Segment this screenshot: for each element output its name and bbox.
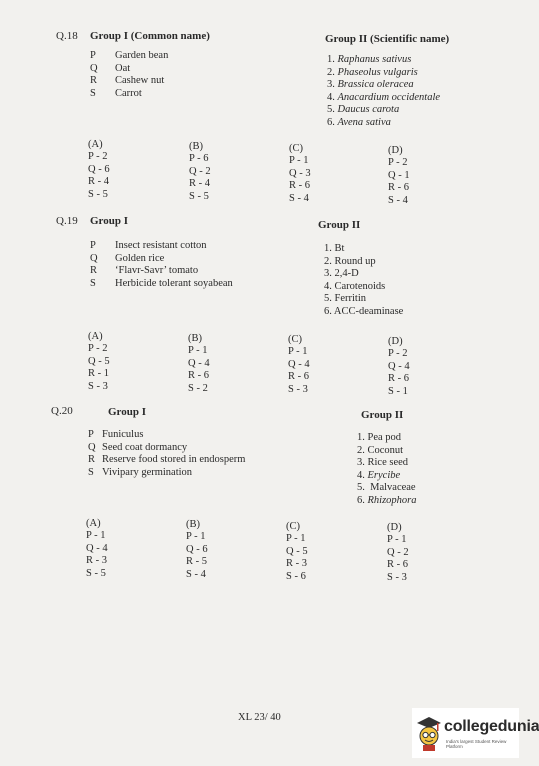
q18-option-c[interactable]: (C) P - 1 Q - 3 R - 6 S - 4 — [289, 143, 311, 204]
list-item: 6. Avena sativa — [327, 116, 391, 128]
q19-group2-heading: Group II — [318, 219, 361, 231]
list-item: 1. Bt — [324, 243, 345, 254]
q20-group1-list — [88, 429, 245, 479]
list-item: 3. 2,4-D — [324, 268, 359, 280]
list-item: 2. Coconut — [357, 444, 404, 456]
q19-number: Q.19 — [56, 215, 78, 227]
list-item: 5. Ferritin — [324, 293, 366, 305]
list-item: R ‘Flavr-Savr’ tomato — [90, 265, 199, 277]
q19-group1-heading: Group I — [90, 215, 129, 227]
q20-option-a[interactable]: (A) P - 1 Q - 4 R - 3 S - 5 — [86, 518, 108, 579]
q19-option-b[interactable]: (B) P - 1 Q - 4 R - 6 S - 2 — [188, 333, 210, 394]
q18-number: Q.18 — [56, 30, 78, 42]
q20-group2-list — [357, 432, 417, 508]
list-item: S Herbicide tolerant soyabean — [90, 277, 233, 289]
watermark-tagline: India's largest Student Review Platform — [446, 739, 507, 749]
q19-group2-list — [324, 243, 403, 319]
list-item: S Vivipary germination — [88, 466, 193, 478]
list-item: 5. Daucus carota — [327, 104, 400, 116]
list-item: 4. Erycibe — [357, 469, 401, 481]
list-item: Q Oat — [90, 62, 131, 74]
q19-group1-list — [90, 240, 233, 290]
q18-group1-list — [90, 50, 168, 100]
list-item: 3. Brassica oleracea — [327, 79, 414, 91]
watermark-logo — [412, 708, 539, 758]
list-item: P Garden bean — [90, 50, 169, 61]
q20-option-d[interactable]: (D) P - 1 Q - 2 R - 6 S - 3 — [387, 522, 409, 583]
list-item: 4. Anacardium occidentale — [327, 91, 441, 103]
watermark-name: collegedunia — [444, 718, 539, 735]
q20-group2-heading: Group II — [361, 409, 404, 421]
list-item: 1. Pea pod — [357, 432, 402, 443]
list-item: R Reserve food stored in endosperm — [88, 454, 246, 466]
q20-option-b[interactable]: (B) P - 1 Q - 6 R - 5 S - 4 — [186, 519, 208, 580]
q18-group2-list — [327, 54, 440, 130]
graduate-mascot-icon — [415, 714, 443, 752]
list-item: 2. Phaseolus vulgaris — [327, 66, 418, 78]
q18-option-b[interactable]: (B) P - 6 Q - 2 R - 4 S - 5 — [189, 141, 211, 202]
list-item: 1. Raphanus sativus — [327, 54, 412, 65]
list-item: S Carrot — [90, 87, 142, 99]
q18-group1-heading: Group I (Common name) — [90, 30, 210, 42]
list-item: 2. Round up — [324, 255, 376, 267]
q19-option-d[interactable]: (D) P - 2 Q - 4 R - 6 S - 1 — [388, 336, 410, 397]
list-item: 5. Malvaceae — [357, 482, 416, 494]
page-number: XL 23/ 40 — [238, 712, 281, 723]
q19-option-a[interactable]: (A) P - 2 Q - 5 R - 1 S - 3 — [88, 331, 110, 392]
q20-group1-heading: Group I — [108, 406, 147, 418]
list-item: 6. ACC-deaminase — [324, 305, 404, 317]
list-item: 4. Carotenoids — [324, 280, 386, 292]
q20-number: Q.20 — [51, 405, 73, 417]
list-item: Q Golden rice — [90, 252, 165, 264]
q18-group2-heading: Group II (Scientific name) — [325, 33, 450, 45]
q19-option-c[interactable]: (C) P - 1 Q - 4 R - 6 S - 3 — [288, 334, 310, 395]
list-item: P Insect resistant cotton — [90, 240, 207, 251]
list-item: Q Seed coat dormancy — [88, 441, 188, 453]
list-item: P Funiculus — [88, 429, 144, 440]
q18-option-a[interactable]: (A) P - 2 Q - 6 R - 4 S - 5 — [88, 139, 110, 200]
list-item: 3. Rice seed — [357, 457, 409, 469]
q20-option-c[interactable]: (C) P - 1 Q - 5 R - 3 S - 6 — [286, 521, 308, 582]
q18-option-d[interactable]: (D) P - 2 Q - 1 R - 6 S - 4 — [388, 145, 410, 206]
list-item: 6. Rhizophora — [357, 494, 417, 506]
list-item: R Cashew nut — [90, 75, 165, 87]
